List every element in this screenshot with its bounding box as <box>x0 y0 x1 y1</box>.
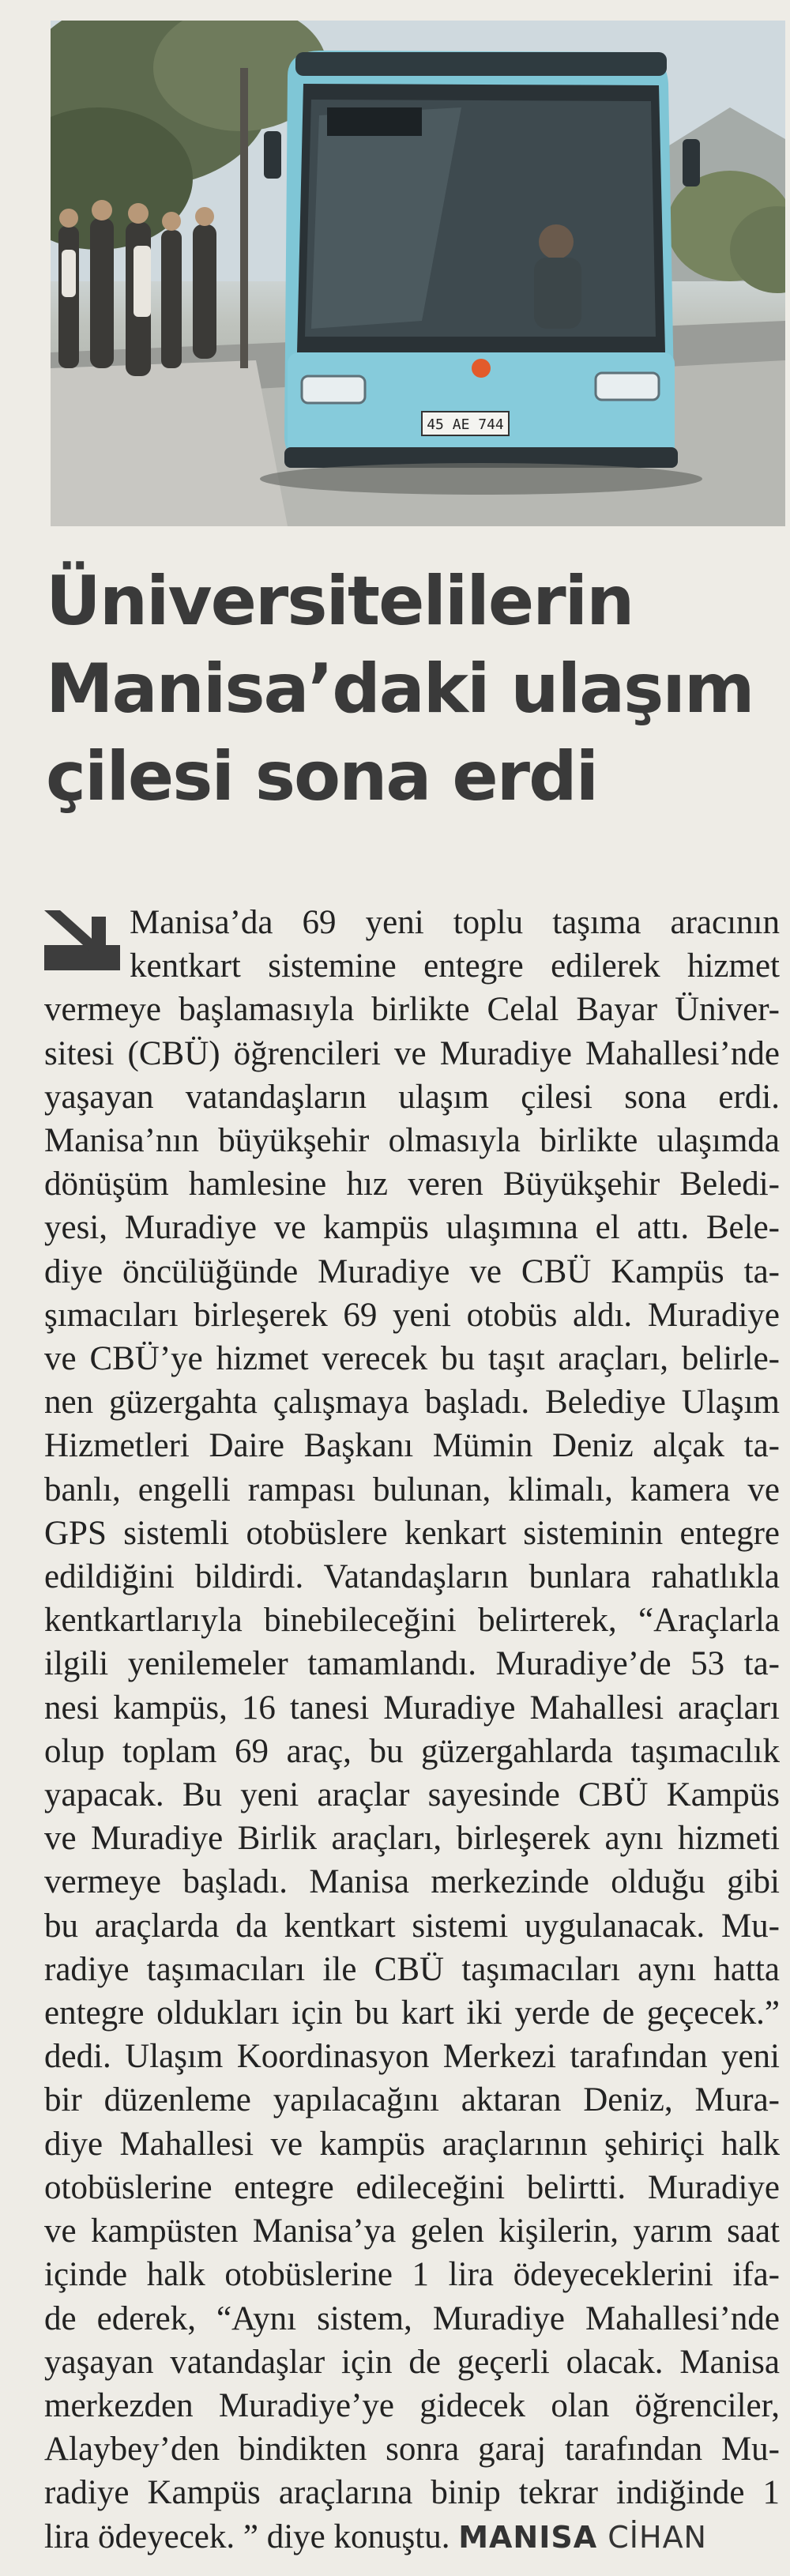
body-line: vermeye başladı. Manisa merkezinde olduğu gibi <box>44 1863 780 1901</box>
body-line: merkezden Muradiye’ye gidecek olan öğrenciler, <box>44 2386 780 2424</box>
body-line: banlı, engelli rampası bulunan, klimalı, kamera ve <box>44 1471 780 1508</box>
body-line-final <box>44 2515 780 2559</box>
body-line: entegre oldukları için bu kart iki yerde de geçecek.” <box>44 1994 780 2032</box>
bus-photo <box>51 21 785 526</box>
bus-illustration <box>51 21 785 526</box>
body-line: bu araçlarda da kentkart sistemi uygulanacak. Mu- <box>44 1907 780 1945</box>
body-line: diye Mahallesi ve kampüs araçlarının şehiriçi halk <box>44 2125 780 2163</box>
headline-line: çilesi sona erdi <box>46 737 598 816</box>
body-line: ilgili yenilemeler tamamlandı. Muradiye’de 53 ta- <box>44 1645 780 1683</box>
body-line: radiye taşımacıları ile CBÜ taşımacıları aynı hatta <box>44 1950 780 1988</box>
body-line: ve Muradiye Birlik araçları, birleşerek aynı hizmeti <box>44 1820 780 1858</box>
body-line: şımacıları birleşerek 69 yeni otobüs aldı. Muradiye <box>44 1296 780 1334</box>
body-line: Hizmetleri Daire Başkanı Mümin Deniz alçak ta- <box>44 1427 780 1465</box>
body-line: nen güzergahta çalışmaya başladı. Belediye Ulaşım <box>44 1384 780 1422</box>
body-line: dedi. Ulaşım Koordinasyon Merkezi tarafından yeni <box>44 2038 780 2076</box>
byline-agency: CİHAN <box>608 2519 707 2555</box>
body-line: içinde halk otobüslerine 1 lira ödeyeceklerini ifa- <box>44 2256 780 2294</box>
body-line: nesi kampüs, 16 tanesi Muradiye Mahallesi araçları <box>44 1689 780 1727</box>
body-line: yaşayan vatandaşların ulaşım çilesi sona erdi. <box>44 1078 780 1116</box>
body-line: bir düzenleme yapılacağını aktaran Deniz, Mura- <box>44 2081 780 2119</box>
body-line: dönüşüm hamlesine hız veren Büyükşehir Beledi- <box>44 1166 780 1203</box>
body-line: yapacak. Bu yeni araçlar sayesinde CBÜ Kampüs <box>44 1776 780 1814</box>
body-line: lira ödeyecek. ” diye konuştu. <box>44 2518 450 2555</box>
license-plate: 45 AE 744 <box>427 416 504 433</box>
body-line: yesi, Muradiye ve kampüs ulaşımına el attı. Bele- <box>44 1209 780 1247</box>
body-line: Manisa’da 69 yeni toplu taşıma aracının <box>130 904 780 941</box>
body-line: Alaybey’den bindikten sonra garaj tarafından Mu- <box>44 2431 780 2469</box>
byline <box>458 2520 707 2555</box>
body-line: GPS sistemli otobüslere kenkart sisteminin entegre <box>44 1514 780 1552</box>
body-line: sitesi (CBÜ) öğrencileri ve Muradiye Mahallesi’nde <box>44 1034 780 1072</box>
headline-line: Manisa’daki ulaşım <box>46 650 754 729</box>
byline-city: MANISA <box>458 2519 598 2555</box>
article-body <box>44 901 780 2559</box>
body-line: ve CBÜ’ye hizmet verecek bu taşıt araçları, belirle- <box>44 1340 780 1378</box>
body-line: kentkartlarıyla binebileceğini belirterek, “Araçlarla <box>44 1602 780 1640</box>
body-line: Manisa’nın büyükşehir olmasıyla birlikte ulaşımda <box>44 1122 780 1160</box>
headline <box>46 558 757 821</box>
headline-line: Üniversitelilerin <box>46 562 634 641</box>
body-line: otobüslerine entegre edileceğini belirtti. Muradiye <box>44 2168 780 2206</box>
body-line: olup toplam 69 araç, bu güzergahlarda taşımacılık <box>44 1732 780 1770</box>
body-line: diye öncülüğünde Muradiye ve CBÜ Kampüs ta- <box>44 1252 780 1290</box>
body-line: vermeye başlamasıyla birlikte Celal Bayar Üniver- <box>44 991 780 1029</box>
body-line: de ederek, “Aynı sistem, Muradiye Mahallesi’nde <box>44 2299 780 2337</box>
body-line: edildiğini bildirdi. Vatandaşların bunlara rahatlıkla <box>44 1558 780 1596</box>
body-line: yaşayan vatandaşlar için de geçerli olacak. Manisa <box>44 2343 780 2381</box>
body-line: kentkart sistemine entegre edilerek hizmet <box>130 947 780 985</box>
body-line: radiye Kampüs araçlarına binip tekrar indiğinde 1 <box>44 2474 780 2512</box>
body-line: ve kampüsten Manisa’ya gelen kişilerin, yarım saat <box>44 2213 780 2250</box>
